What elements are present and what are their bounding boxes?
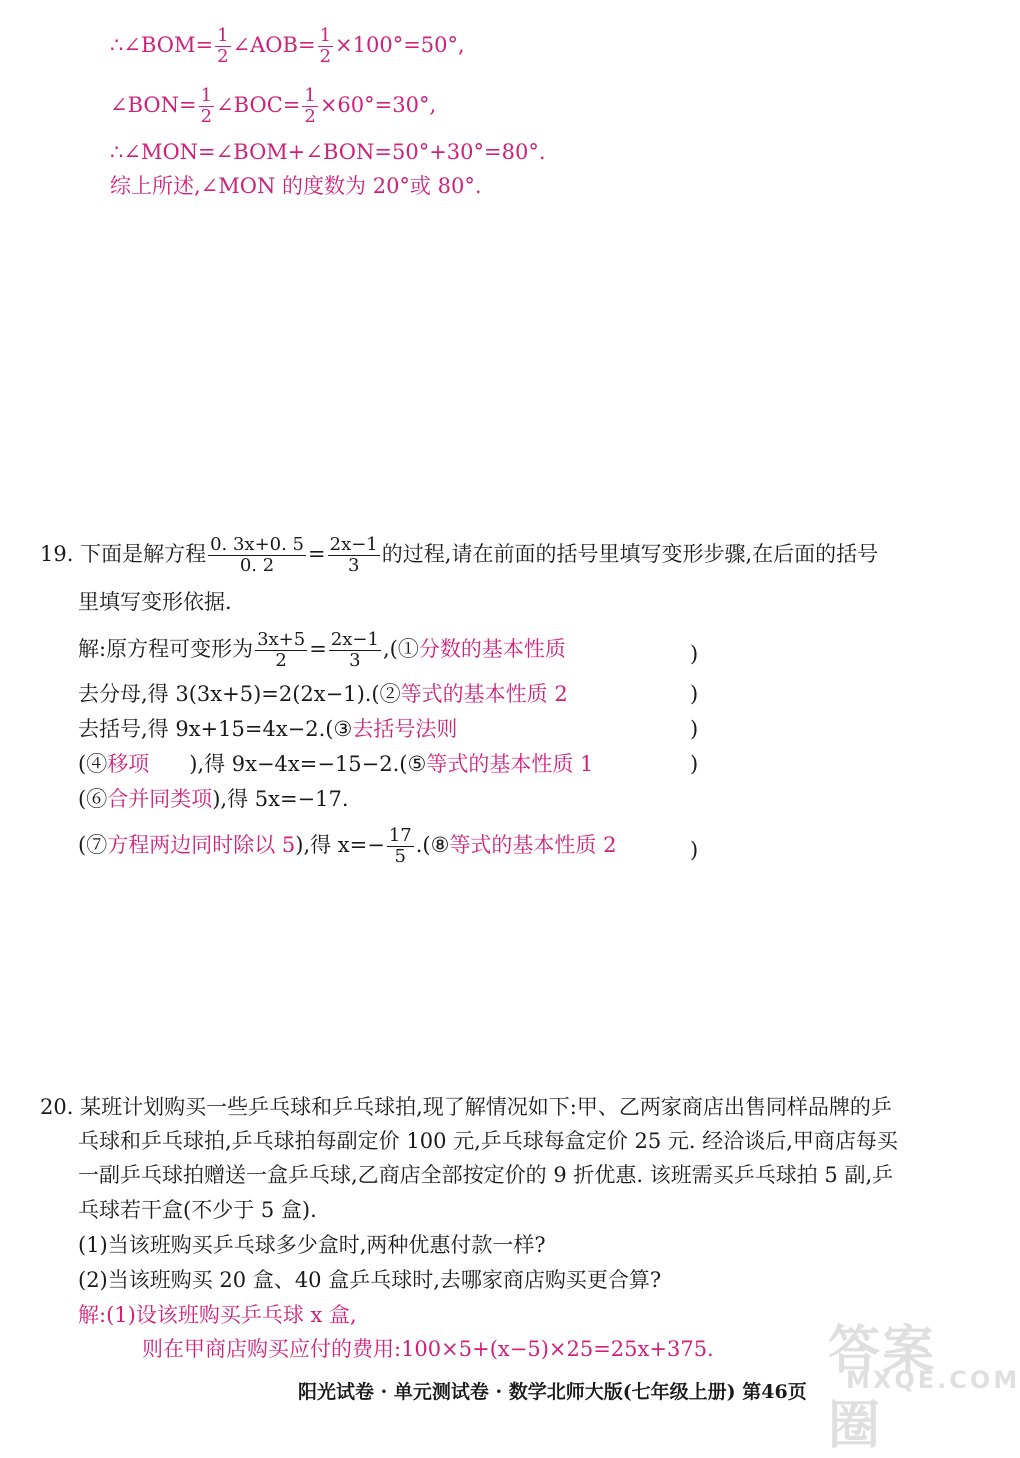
step-answer: 等式的基本性质 2 [400,682,568,706]
step-answer: 等式的基本性质 1 [426,752,594,776]
numerator: 17 [388,825,412,846]
q20-answer-line-1: 解:(1)设该班购买乒乓球 x 盒, [78,1303,357,1327]
answer-text: ∠AOB= [232,33,316,57]
q19-step-5 [78,785,349,813]
fraction [387,826,414,867]
q20-subquestion-2: (2)当该班购买 20 盒、40 盒乒乓球时,去哪家商店购买更合算? [78,1268,662,1292]
step-text: 去分母,得 3(3x+5)=2(2x−1).(② [78,682,401,706]
numerator: 1 [200,85,213,106]
q19-stem-line-1 [40,535,878,576]
step-text: ),得 9x−4x=−15−2.(⑤ [189,752,427,776]
numerator: 2x−1 [329,534,378,555]
step-answer: 分数的基本性质 [418,637,566,661]
step-text: .(⑧ [415,833,450,857]
step-text: ,(① [382,637,419,661]
step-answer: 合并同类项 [107,787,213,811]
q19-step-6 [78,826,698,867]
answer-line-3: ∴∠MON=∠BOM+∠BON=50°+30°=80°. [110,140,546,164]
numerator: 1 [304,85,316,106]
close-paren: ) [690,717,699,741]
close-paren: ) [690,682,699,706]
step-text: ),得 x=− [295,833,385,857]
step-text: 去括号,得 9x+15=4x−2.(③ [78,717,353,741]
q19-stem-line-2: 里填写变形依据. [78,590,232,614]
step-answer: 去括号法则 [352,717,458,741]
numerator: 0. 3x+0. 5 [210,534,305,555]
denominator: 3 [349,650,361,671]
close-paren: ) [690,642,699,666]
numerator: 1 [319,25,332,46]
q19-text: 19. 下面是解方程 [40,542,207,566]
denominator: 2 [319,46,332,67]
page-footer: 阳光试卷 · 单元测试卷 · 数学北师大版(七年级上册) 第46页 [298,1381,807,1403]
close-paren: ) [690,752,699,776]
numerator: 2x−1 [330,629,379,650]
answer-line-1 [110,26,465,67]
answer-text: ×60°=30°, [319,93,437,117]
equals-sign: = [308,542,326,566]
fraction [199,86,214,127]
watermark-url: MXQE.COM [846,1366,1020,1394]
denominator: 2 [275,650,287,671]
step-text: 解:原方程可变形为 [78,637,254,661]
fraction [318,26,333,67]
fraction [329,630,381,671]
q19-step-1 [78,630,698,671]
q20-stem-line-3: 一副乒乓球拍赠送一盒乒乓球,乙商店全部按定价的 9 折优惠. 该班需买乒乓球拍 5 副,乒 [78,1163,894,1187]
denominator: 0. 2 [239,555,275,576]
answer-text: ∠BOC= [216,93,301,117]
answer-text: ×100°=50°, [335,33,465,57]
numerator: 1 [217,25,229,46]
step-text: (⑦ [78,833,108,857]
equals-sign: = [309,637,327,661]
fraction [328,535,380,576]
step-text: ),得 5x=−17. [212,787,349,811]
fraction [255,630,307,671]
fraction [215,26,230,67]
q19-step-4 [78,750,698,778]
q20-stem-line-4: 乓球若干盒(不少于 5 盒). [78,1198,317,1222]
denominator: 2 [200,106,213,127]
denominator: 2 [217,46,229,67]
denominator: 2 [304,106,316,127]
denominator: 3 [347,555,360,576]
fraction [302,86,317,127]
step-answer: 方程两边同时除以 5 [107,833,296,857]
close-paren: ) [690,838,699,862]
denominator: 5 [394,846,406,867]
step-text: (⑥ [78,787,108,811]
q20-stem-line-2: 乓球和乒乓球拍,乒乓球拍每副定价 100 元,乒乓球每盒定价 25 元. 经洽谈后,甲商店每买 [78,1129,898,1153]
step-answer: 等式的基本性质 2 [449,833,617,857]
step-text: (④ [78,752,108,776]
step-answer: 移项 [107,752,150,776]
answer-text: ∠BON= [110,93,197,117]
answer-line-2 [110,86,436,127]
q20-answer-line-2: 则在甲商店购买应付的费用:100×5+(x−5)×25=25x+375. [142,1337,714,1361]
watermark-logo [818,1308,1020,1456]
watermark-text: 答案圈 [828,1321,937,1456]
q20-stem-line-1: 20. 某班计划购买一些乒乓球和乒乓球拍,现了解情况如下:甲、乙两家商店出售同样品牌的乒 [40,1095,892,1119]
numerator: 3x+5 [257,629,306,650]
q19-text: 的过程,请在前面的括号里填写变形步骤,在后面的括号 [381,542,879,566]
answer-line-4: 综上所述,∠MON 的度数为 20°或 80°. [110,174,482,198]
q19-step-3 [78,715,698,743]
q19-step-2 [78,680,698,708]
answer-text: ∴∠BOM= [110,33,214,57]
q20-subquestion-1: (1)当该班购买乒乓球多少盒时,两种优惠付款一样? [78,1233,546,1257]
fraction [208,535,306,576]
